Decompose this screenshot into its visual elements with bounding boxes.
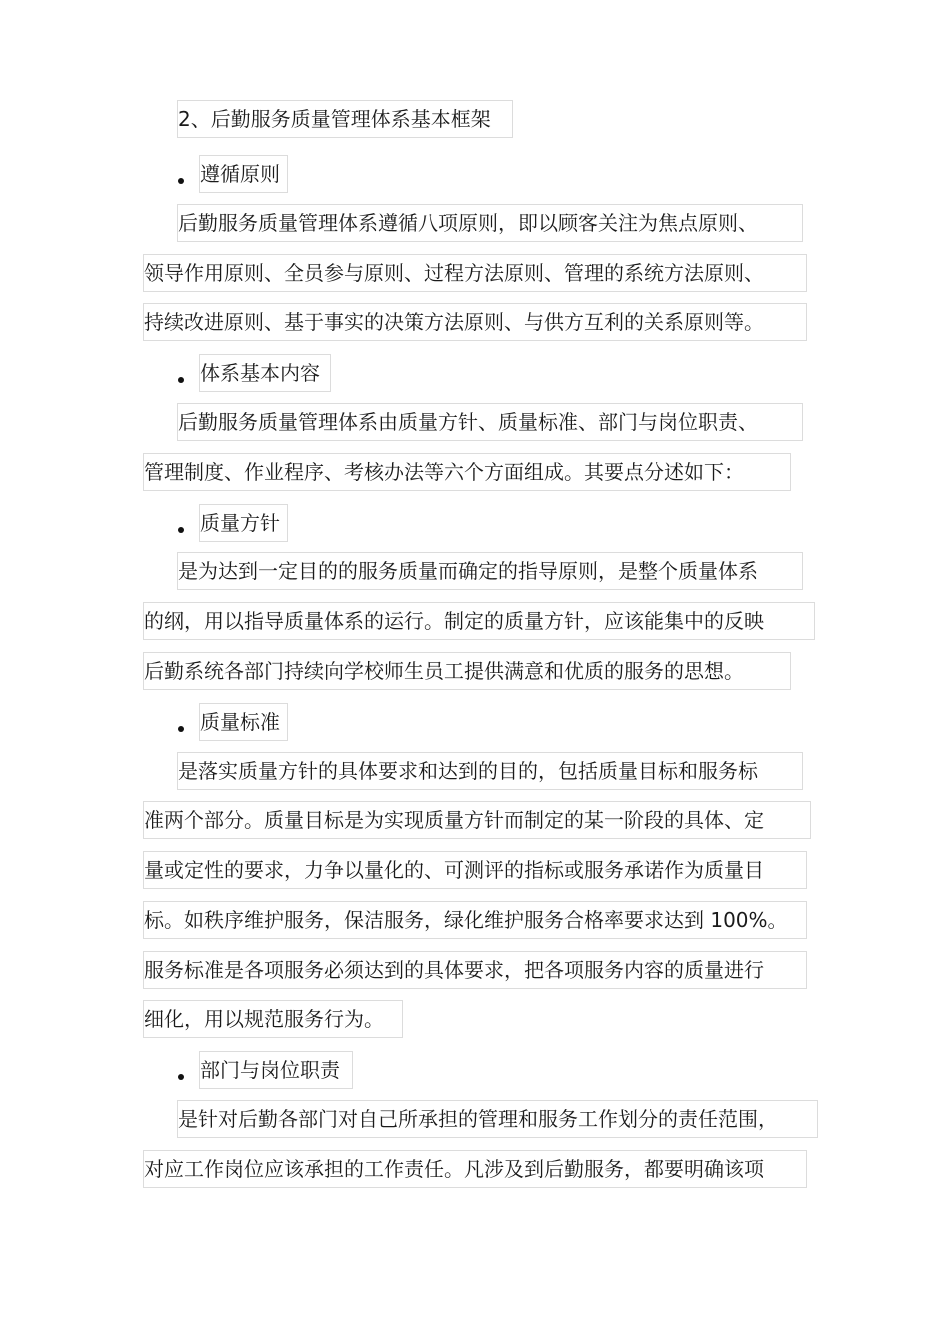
- paragraph-line: 的纲，用以指导质量体系的运行。制定的质量方针，应该能集中的反映: [143, 602, 815, 640]
- paragraph-line: 是为达到一定目的的服务质量而确定的指导原则，是整个质量体系: [177, 552, 803, 590]
- paragraph-line: 管理制度、作业程序、考核办法等六个方面组成。其要点分述如下：: [143, 453, 791, 491]
- paragraph-line: 后勤系统各部门持续向学校师生员工提供满意和优质的服务的思想。: [143, 652, 791, 690]
- paragraph-line: 量或定性的要求，力争以量化的、可测评的指标或服务承诺作为质量目: [143, 851, 807, 889]
- subsection-title: 质量方针: [199, 504, 288, 542]
- paragraph-line: 对应工作岗位应该承担的工作责任。凡涉及到后勤服务，都要明确该项: [143, 1150, 807, 1188]
- bullet-icon: [178, 178, 184, 184]
- paragraph-line: 后勤服务质量管理体系遵循八项原则，即以顾客关注为焦点原则、: [177, 204, 803, 242]
- paragraph-line: 细化，用以规范服务行为。: [143, 1000, 403, 1038]
- subsection-title: 体系基本内容: [199, 354, 331, 392]
- paragraph-line: 后勤服务质量管理体系由质量方针、质量标准、部门与岗位职责、: [177, 403, 803, 441]
- subsection-title: 遵循原则: [199, 155, 288, 193]
- paragraph-line: 是针对后勤各部门对自己所承担的管理和服务工作划分的责任范围，: [177, 1100, 818, 1138]
- subsection-title: 质量标准: [199, 703, 288, 741]
- bullet-icon: [178, 1074, 184, 1080]
- paragraph-line: 持续改进原则、基于事实的决策方法原则、与供方互利的关系原则等。: [143, 303, 807, 341]
- bullet-icon: [178, 377, 184, 383]
- subsection-title: 部门与岗位职责: [199, 1051, 353, 1089]
- paragraph-line: 是落实质量方针的具体要求和达到的目的，包括质量目标和服务标: [177, 752, 803, 790]
- bullet-icon: [178, 726, 184, 732]
- paragraph-line: 准两个部分。质量目标是为实现质量方针而制定的某一阶段的具体、定: [143, 801, 811, 839]
- paragraph-line: 标。如秩序维护服务，保洁服务，绿化维护服务合格率要求达到 100%。: [143, 901, 807, 939]
- bullet-icon: [178, 527, 184, 533]
- section-heading: 2、后勤服务质量管理体系基本框架: [177, 100, 513, 138]
- paragraph-line: 服务标准是各项服务必须达到的具体要求，把各项服务内容的质量进行: [143, 951, 807, 989]
- paragraph-line: 领导作用原则、全员参与原则、过程方法原则、管理的系统方法原则、: [143, 254, 807, 292]
